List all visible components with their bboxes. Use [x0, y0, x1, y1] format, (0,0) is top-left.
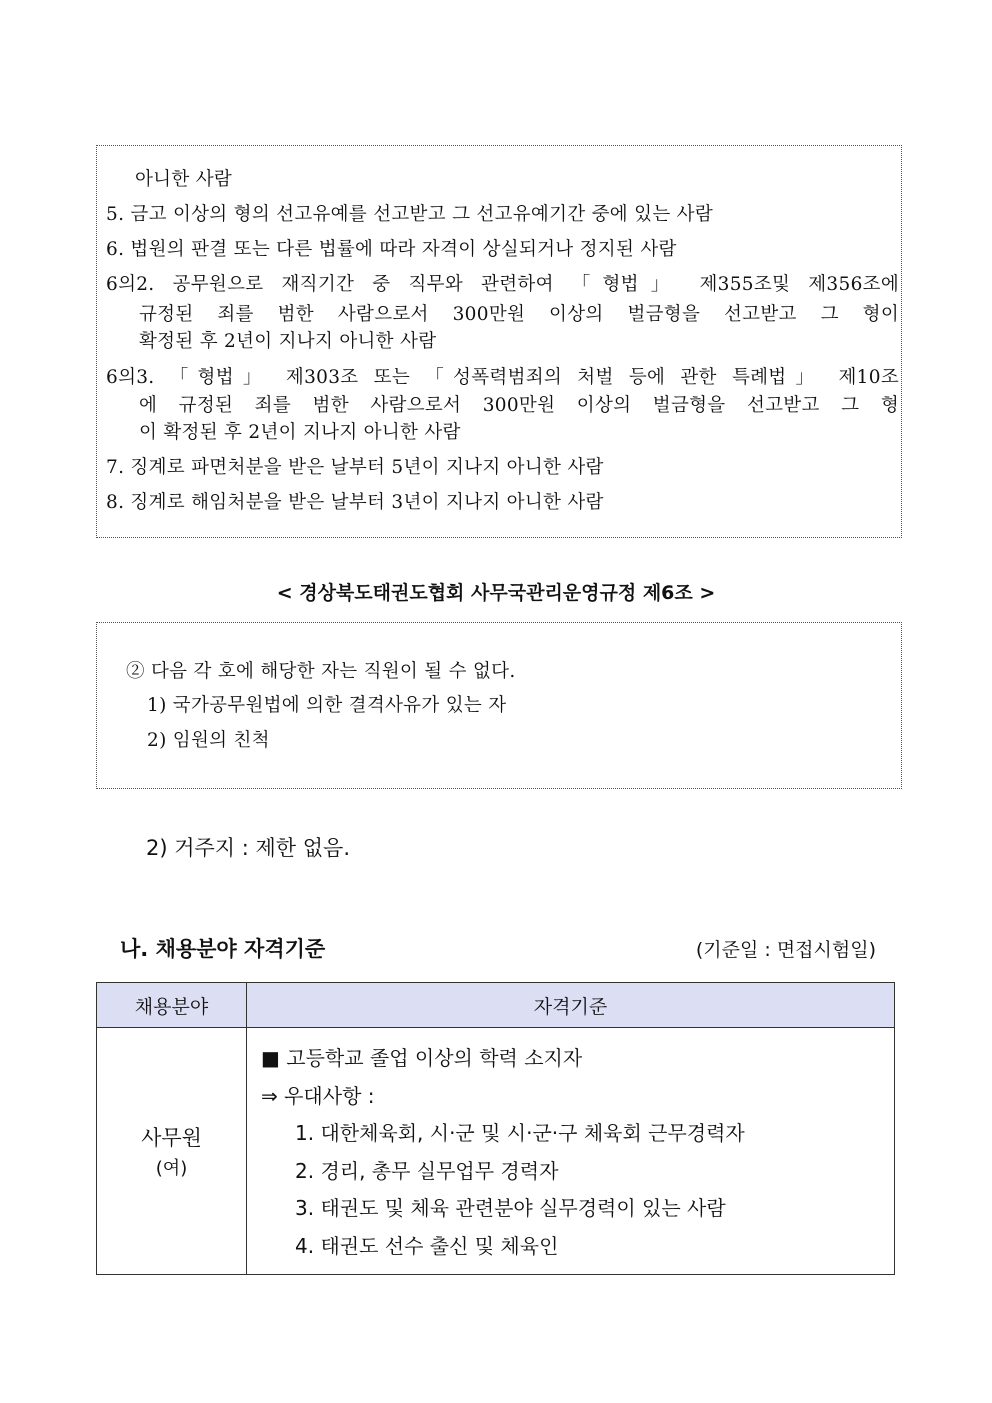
- preference-item-2: 2. 경리, 총무 실무업무 경력자: [295, 1158, 559, 1183]
- list-item-6-2-line3: 확정된 후 2년이 지나지 아니한 사람: [139, 331, 437, 352]
- criteria-cell: [247, 1028, 895, 1275]
- regulation-clause: ② 다음 각 호에 해당한 자는 직원이 될 수 없다.: [126, 661, 516, 682]
- criteria-table: [96, 982, 895, 1275]
- list-item-6-3-line2: 에 규정된 죄를 범한 사람으로서 300만원 이상의 벌금형을 선고받고 그 형: [139, 395, 899, 416]
- list-item-6: 6. 법원의 판결 또는 다른 법률에 따라 자격이 상실되거나 정지된 사람: [106, 239, 677, 260]
- header-criteria: 자격기준: [247, 983, 895, 1028]
- regulation-item-1: 1) 국가공무원법에 의한 결격사유가 있는 자: [147, 695, 507, 716]
- regulation-box: [96, 622, 902, 789]
- list-item-continuation: 아니한 사람: [135, 169, 233, 190]
- list-item-6-3-line3: 이 확정된 후 2년이 지나지 아니한 사람: [139, 422, 461, 443]
- reference-date: (기준일 : 면접시험일): [695, 939, 876, 961]
- regulation-item-2: 2) 임원의 친척: [147, 730, 270, 751]
- field-gender: (여): [155, 1158, 188, 1179]
- residence-requirement: 2) 거주지 : 제한 없음.: [146, 836, 351, 860]
- list-item-8: 8. 징계로 해임처분을 받은 날부터 3년이 지나지 아니한 사람: [106, 492, 604, 513]
- field-name: 사무원: [141, 1126, 202, 1150]
- list-item-7: 7. 징계로 파면처분을 받은 날부터 5년이 지나지 아니한 사람: [106, 457, 604, 478]
- criteria-title: 나. 채용분야 자격기준: [120, 937, 326, 961]
- header-field: 채용분야: [97, 983, 247, 1028]
- criteria-education: ■ 고등학교 졸업 이상의 학력 소지자: [261, 1046, 583, 1070]
- table-header-row: [97, 983, 895, 1028]
- list-item-6-2-line2: 규정된 죄를 범한 사람으로서 300만원 이상의 벌금형을 선고받고 그 형이: [139, 304, 899, 325]
- criteria-preference-label: ⇒ 우대사항 :: [261, 1083, 375, 1108]
- list-item-5: 5. 금고 이상의 형의 선고유예를 선고받고 그 선고유예기간 중에 있는 사람: [106, 204, 714, 225]
- list-item-6-2-line1: 6의2. 공무원으로 재직기간 중 직무와 관련하여 「형법」 제355조및 제356조에: [106, 274, 899, 295]
- preference-item-4: 4. 태권도 선수 출신 및 체육인: [295, 1233, 559, 1258]
- table-row: [97, 1028, 895, 1275]
- preference-item-1: 1. 대한체육회, 시·군 및 시·군·구 체육회 근무경력자: [295, 1121, 745, 1145]
- field-cell: [97, 1028, 247, 1275]
- list-item-6-3-line1: 6의3. 「형법」 제303조 또는 「성폭력범죄의 처벌 등에 관한 특례법」 제10조: [106, 367, 899, 388]
- regulation-heading: < 경상북도태권도협회 사무국관리운영규정 제6조 >: [276, 582, 716, 604]
- preference-item-3: 3. 태권도 및 체육 관련분야 실무경력이 있는 사람: [295, 1196, 726, 1220]
- disqualification-box: [96, 145, 902, 538]
